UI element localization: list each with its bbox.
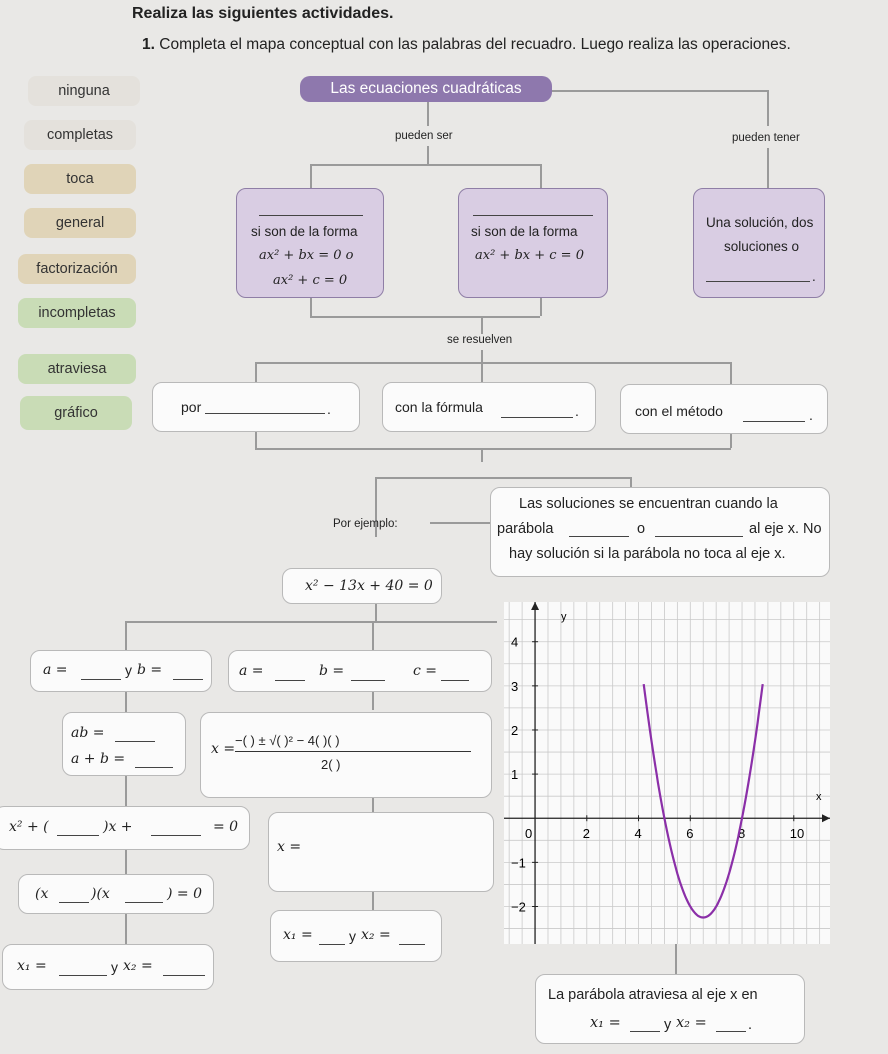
connector [767, 148, 769, 188]
instruction-number: 1. [142, 36, 155, 53]
connector [125, 914, 127, 944]
blank-line[interactable] [441, 666, 469, 681]
y-label-4: y [664, 1017, 672, 1033]
solutions-text-2c: al eje x. No [749, 521, 822, 537]
x-result-box [268, 812, 494, 892]
connector [372, 692, 374, 710]
example-equation-box [282, 568, 442, 604]
connector [767, 90, 769, 126]
y-tick-label: 4 [511, 634, 519, 650]
method1-label: por [181, 399, 202, 415]
solutions-text-2b: o [637, 521, 646, 537]
formula-denominator: 2( ) [321, 757, 341, 772]
y-label-2: y [349, 928, 356, 944]
x-result-label: x = [277, 839, 302, 855]
formula-numerator: −( ) ± √( )² − 4( )( ) [235, 733, 340, 748]
ab-box [62, 712, 186, 776]
method3-label: con el método [635, 403, 723, 419]
connector [481, 362, 483, 382]
parabola-crossing-box [535, 974, 805, 1044]
connector [255, 362, 257, 382]
connector [310, 316, 540, 318]
connector [255, 362, 730, 364]
factor-part-1: (x [35, 886, 49, 902]
method-box-3 [620, 384, 828, 434]
connector [730, 434, 732, 448]
factor-solutions-box [2, 944, 214, 990]
trinomial-part-2: )x + [103, 819, 133, 835]
a2-label: a = [239, 663, 264, 679]
coefficients-box-right [228, 650, 492, 692]
example-equation: x² − 13x + 40 = 0 [305, 578, 433, 594]
word-atraviesa[interactable]: atraviesa [18, 354, 136, 384]
blank-line[interactable] [399, 930, 425, 945]
x-axis-label: x [816, 791, 822, 804]
connector [427, 100, 429, 126]
blank-line[interactable] [59, 888, 89, 903]
blank-line[interactable] [275, 666, 305, 681]
blank-line[interactable] [630, 1017, 660, 1032]
x-tick-label: 2 [582, 826, 591, 842]
blank-line[interactable] [319, 930, 345, 945]
blank-line[interactable] [173, 665, 203, 680]
parabola-graph [504, 602, 830, 944]
label-pueden-ser: pueden ser [395, 130, 453, 142]
connector [552, 90, 767, 92]
word-toca[interactable]: toca [24, 164, 136, 194]
connector [481, 448, 483, 462]
y-tick-label: 3 [511, 678, 519, 694]
connector [730, 362, 732, 384]
blank-line[interactable] [351, 666, 385, 681]
blank-line[interactable] [259, 201, 363, 216]
root-concept: Las ecuaciones cuadráticas [300, 76, 552, 102]
connector [427, 146, 429, 164]
box2-text: si son de la forma [471, 224, 578, 239]
blank-line[interactable] [743, 407, 805, 422]
solutions-text-3: hay solución si la parábola no toca al eje x. [509, 546, 786, 562]
solutions-text-2a: parábola [497, 521, 554, 537]
complete-form-box [458, 188, 608, 298]
x-tick-label: 6 [686, 826, 694, 842]
connector [125, 692, 127, 712]
connector [310, 164, 540, 166]
blank-line[interactable] [706, 267, 810, 282]
word-factorizacion[interactable]: factorización [18, 254, 136, 284]
word-completas[interactable]: completas [24, 120, 136, 150]
method2-label: con la fórmula [395, 399, 483, 415]
x-label: x = [211, 741, 236, 757]
incomplete-form-box [236, 188, 384, 298]
instruction [142, 36, 791, 54]
factor-part-3: ) = 0 [167, 886, 202, 902]
connector [310, 164, 312, 188]
blank-line[interactable] [163, 961, 205, 976]
word-incompletas[interactable]: incompletas [18, 298, 136, 328]
trinomial-part-1: x² + ( [9, 819, 49, 835]
word-ninguna[interactable]: ninguna [28, 76, 140, 106]
box2-equation: ax² + bx + c = 0 [475, 248, 584, 263]
y-tick-label: −2 [511, 899, 526, 915]
x-tick-label: 10 [789, 826, 805, 842]
connector [125, 621, 497, 623]
x-tick-label: 8 [738, 826, 746, 842]
connector [125, 776, 127, 806]
connector [481, 350, 483, 362]
trinomial-part-3: = 0 [213, 819, 239, 835]
x-tick-label: 0 [525, 826, 533, 842]
connector [372, 892, 374, 910]
b-label: b = [137, 662, 163, 678]
y-axis-label: y [561, 611, 567, 623]
blank-line[interactable] [151, 821, 201, 836]
blank-line[interactable] [569, 522, 629, 537]
box1-text: si son de la forma [251, 224, 358, 239]
connector [125, 621, 127, 651]
solutions-text-1: Las soluciones se encuentran cuando la [519, 496, 778, 512]
a-plus-b-label: a + b = [71, 751, 126, 767]
x1b-label: x₁ = [17, 958, 47, 974]
y-tick-label: −1 [511, 855, 526, 871]
label-pueden-tener: pueden tener [732, 132, 800, 144]
connector [375, 477, 630, 479]
formula-solutions-box [270, 910, 442, 962]
instruction-text: Completa el mapa conceptual con las palabras del recuadro. Luego realiza las operaciones. [159, 36, 791, 53]
solutions-count-box [693, 188, 825, 298]
coefficients-box-left [30, 650, 212, 692]
blank-line[interactable] [205, 399, 325, 414]
box1-equation-2: ax² + c = 0 [273, 273, 348, 288]
method3-dot: . [809, 407, 813, 423]
a-label: a = [43, 662, 68, 678]
connector [540, 298, 542, 316]
fraction-bar [235, 751, 471, 752]
formula-box [200, 712, 492, 798]
x-tick-label: 4 [634, 826, 642, 842]
x2c-label: x₂ = [676, 1015, 707, 1031]
blank-line[interactable] [655, 522, 743, 537]
connector [375, 603, 377, 621]
y-label: y [125, 662, 132, 678]
label-se-resuelven: se resuelven [447, 334, 513, 346]
connector [540, 164, 542, 188]
trinomial-box [0, 806, 250, 850]
blank-line[interactable] [81, 665, 121, 680]
label-por-ejemplo: Por ejemplo: [333, 518, 398, 530]
ab-label: ab = [71, 725, 105, 741]
connector [372, 621, 374, 651]
blank-line[interactable] [473, 201, 593, 216]
method-box-1 [152, 382, 360, 432]
solutions-explanation-box [490, 487, 830, 577]
connector [630, 477, 632, 487]
b2-label: b = [319, 663, 345, 679]
method-box-2 [382, 382, 596, 432]
connector [255, 432, 257, 448]
activity-heading: Realiza las siguientes actividades. [132, 5, 394, 22]
blank-line[interactable] [59, 961, 107, 976]
blank-line[interactable] [125, 888, 163, 903]
y-label-3: y [111, 959, 118, 975]
method2-dot: . [575, 403, 579, 419]
box3-end: . [812, 269, 816, 284]
connector [481, 316, 483, 334]
x1c-label: x₁ = [590, 1015, 621, 1031]
parabola-text: La parábola atraviesa al eje x en [548, 987, 758, 1003]
x2-label: x₂ = [361, 927, 391, 943]
box1-equation-1: ax² + bx = 0 o [259, 248, 354, 263]
box3-text-1: Una solución, dos [706, 215, 814, 230]
blank-line[interactable] [501, 403, 573, 418]
connector [675, 944, 677, 974]
factor-part-2: )(x [91, 886, 110, 902]
connector [310, 298, 312, 316]
y-tick-label: 1 [511, 767, 519, 783]
method1-dot: . [327, 401, 331, 417]
word-grafico[interactable]: gráfico [20, 396, 132, 430]
connector [125, 850, 127, 874]
y-tick-label: 2 [511, 722, 519, 738]
x2b-label: x₂ = [123, 958, 153, 974]
blank-line[interactable] [57, 821, 99, 836]
x1-label: x₁ = [283, 927, 313, 943]
word-general[interactable]: general [24, 208, 136, 238]
box3-text-2: soluciones o [724, 239, 800, 254]
connector [430, 522, 490, 524]
blank-line[interactable] [716, 1017, 746, 1032]
blank-line[interactable] [135, 753, 173, 768]
factored-box [18, 874, 214, 914]
end-dot: . [748, 1017, 753, 1033]
blank-line[interactable] [115, 727, 155, 742]
connector [372, 798, 374, 812]
c-label: c = [413, 663, 438, 679]
connector [255, 448, 731, 450]
